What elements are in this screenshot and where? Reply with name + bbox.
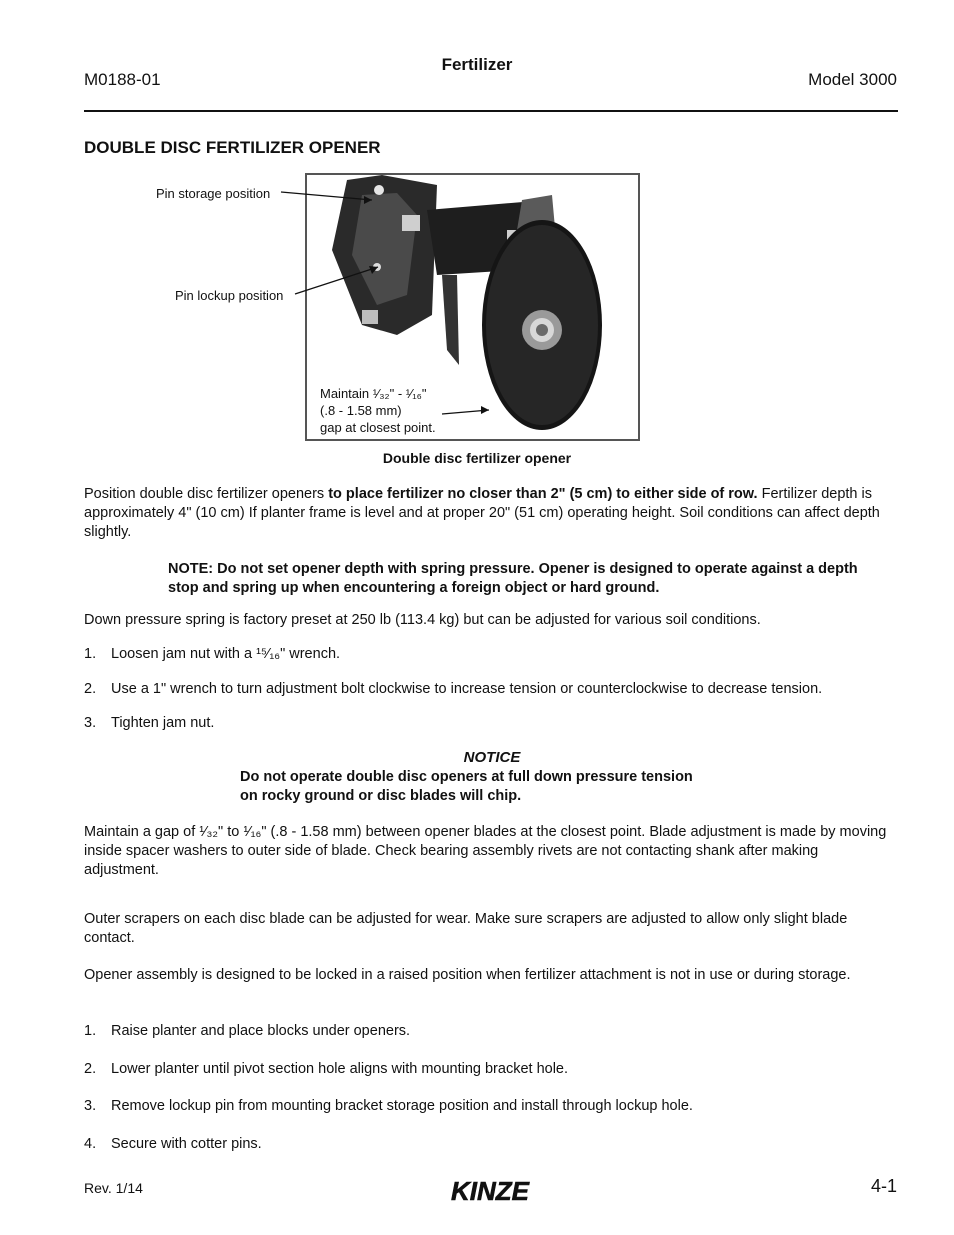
list-item: [84, 714, 894, 733]
step-number: 1.: [84, 1023, 97, 1039]
step-text: Remove lockup pin from mounting bracket storage position and install through lockup hole.: [111, 1098, 693, 1114]
gap-callout: [320, 385, 436, 436]
figure-caption: Double disc fertilizer opener: [382, 450, 572, 466]
step-number: 3.: [84, 1098, 97, 1114]
pin-lockup-callout: Pin lockup position: [175, 288, 284, 303]
notice-body: [240, 768, 760, 806]
logo-text: KINZE: [451, 1176, 529, 1206]
step-number: 2.: [84, 1061, 97, 1077]
section-header: Fertilizer: [441, 55, 513, 74]
section-title: DOUBLE DISC FERTILIZER OPENER: [84, 138, 381, 157]
notice-line: Do not operate double disc openers at full down pressure tension: [240, 769, 693, 785]
list-item: [84, 1022, 894, 1041]
step-text: Raise planter and place blocks under openers.: [111, 1023, 411, 1039]
model-name: Model 3000: [808, 70, 897, 89]
step-text: Secure with cotter pins.: [111, 1136, 262, 1152]
list-item: [84, 1060, 894, 1079]
step-text: Loosen jam nut with a ¹⁵⁄₁₆" wrench.: [111, 646, 341, 662]
callout-arrows: [0, 0, 954, 460]
page-number: 4-1: [870, 1176, 897, 1196]
doc-number: M0188-01: [84, 70, 161, 89]
step-text: Lower planter until pivot section hole aligns with mounting bracket hole.: [111, 1061, 569, 1077]
gap-callout-line: Maintain ¹⁄₃₂" - ¹⁄₁₆": [320, 386, 427, 401]
notice-line: on rocky ground or disc blades will chip.: [240, 788, 522, 804]
paragraph-text: Position double disc fertilizer openers: [84, 486, 329, 502]
list-item: [84, 645, 894, 664]
notice-title: NOTICE: [463, 749, 521, 766]
list-item: [84, 680, 894, 699]
pin-storage-callout: Pin storage position: [156, 186, 271, 201]
kinze-logo: [430, 1176, 550, 1206]
list-item: [84, 1135, 894, 1154]
gap-callout-line: (.8 - 1.58 mm): [320, 403, 402, 418]
gap-callout-line: gap at closest point.: [320, 420, 436, 435]
step-number: 1.: [84, 646, 97, 662]
paragraph-scrapers: Outer scrapers on each disc blade can be adjusted for wear. Make sure scrapers are adjusted to allow only slight blade contact.: [84, 911, 848, 946]
paragraph-gap: Maintain a gap of ¹⁄₃₂" to ¹⁄₁₆" (.8 - 1.58 mm) between opener blades at the closest point. Blade adjustment is made by moving inside spacer washers to outer side of blade. Check bearing assembly rivets are not contacting shank after making adjustment.: [84, 824, 887, 878]
paragraph-positioning: [84, 485, 894, 542]
step-number: 2.: [84, 681, 97, 697]
paragraph-emphasis: to place fertilizer no closer than 2" (5 cm) to either side of row.: [328, 486, 758, 502]
note-depth: NOTE: Do not set opener depth with spring pressure. Opener is designed to operate against a depth stop and spring up when encountering a foreign object or hard ground.: [168, 561, 858, 596]
step-text: Use a 1" wrench to turn adjustment bolt clockwise to increase tension or counterclockwise to decrease tension.: [111, 681, 823, 697]
paragraph-text: Fertilizer depth is approximately 4" (10 cm) If planter frame is level and at proper 20" (51 cm) operating height. Soil conditions can affect depth slightly.: [84, 486, 880, 540]
revision-label: Rev. 1/14: [84, 1180, 143, 1196]
list-item: [84, 1097, 894, 1116]
step-number: 3.: [84, 715, 97, 731]
step-text: Tighten jam nut.: [111, 715, 215, 731]
paragraph-lockup: Opener assembly is designed to be locked in a raised position when fertilizer attachment is not in use or during storage.: [84, 967, 851, 983]
paragraph-spring: Down pressure spring is factory preset at 250 lb (113.4 kg) but can be adjusted for various soil conditions.: [84, 612, 761, 628]
step-number: 4.: [84, 1136, 97, 1152]
